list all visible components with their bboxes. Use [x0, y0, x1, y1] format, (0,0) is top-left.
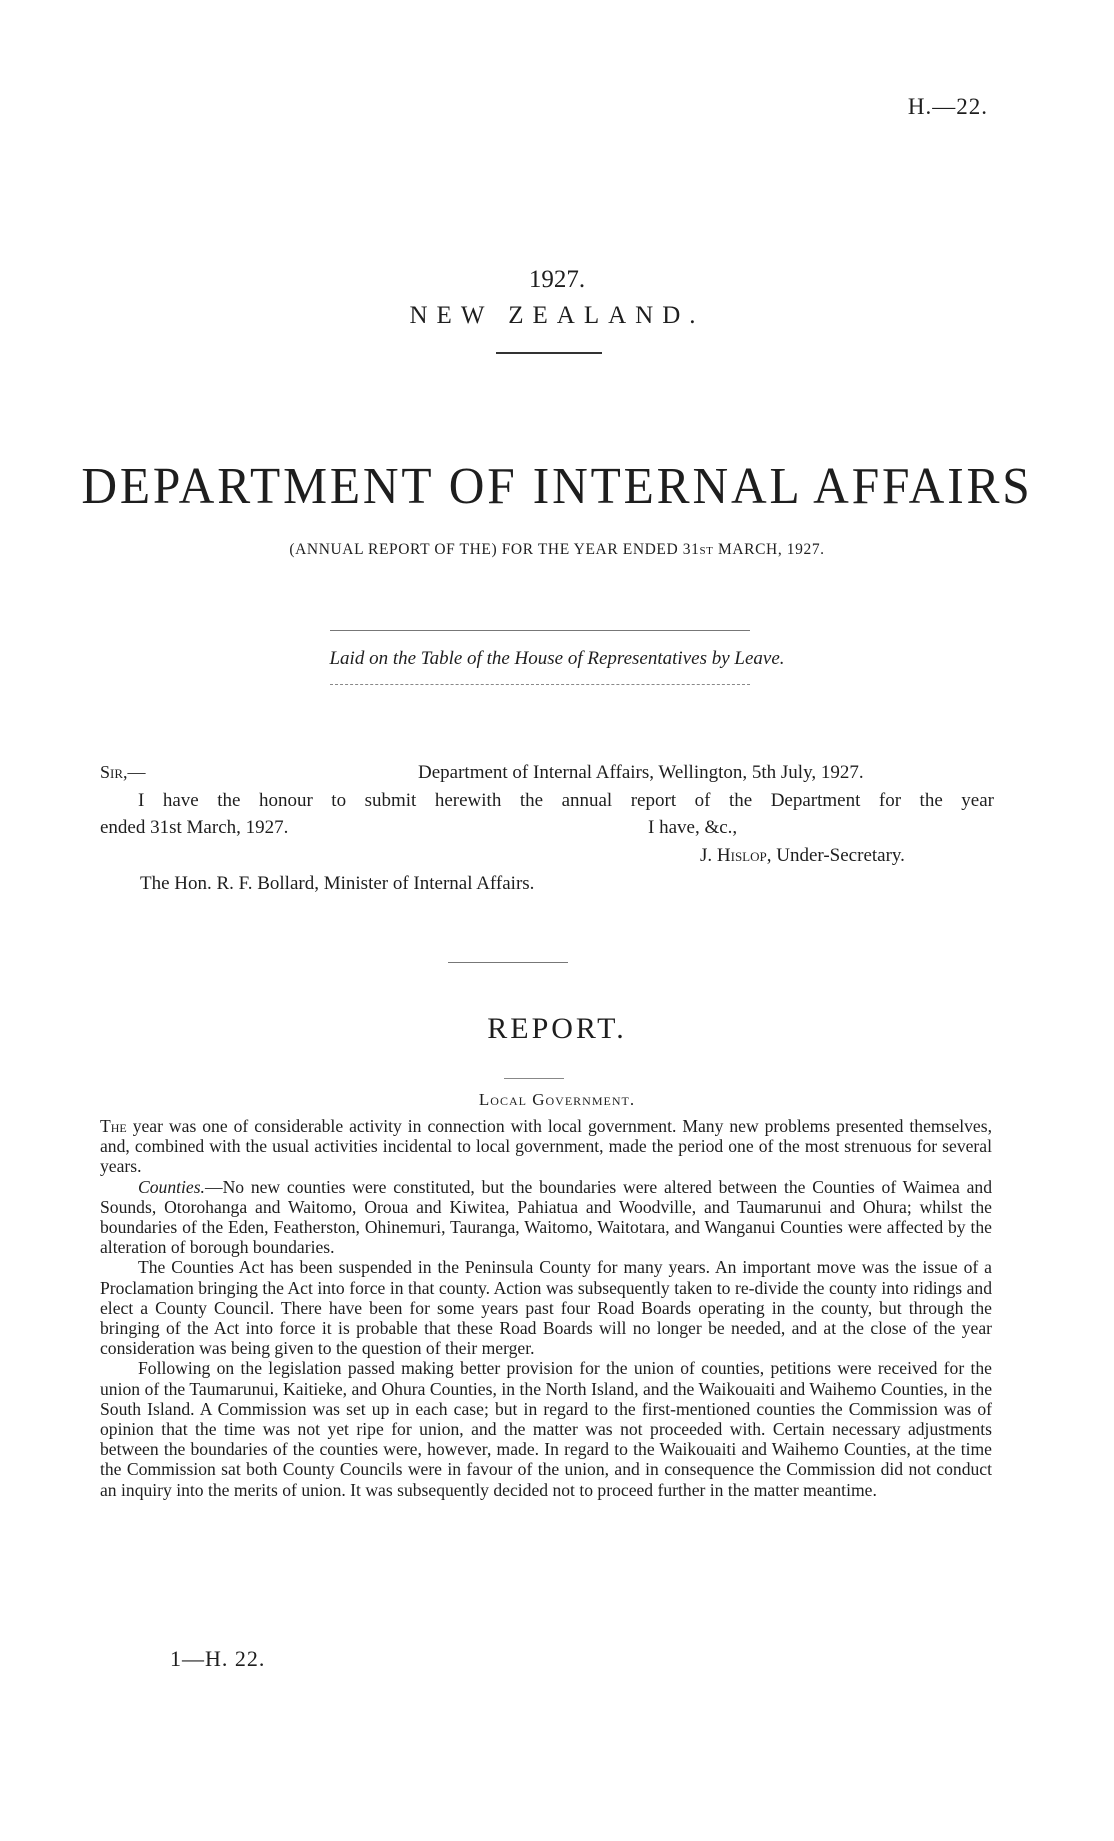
divider-line [504, 1078, 564, 1079]
letter-signature: J. Hislop, Under-Secretary. [700, 845, 905, 866]
paragraph-union: Following on the legislation passed making better provision for the union of counties, petitions were received for the union of the Taumarunui, Kaitieke, and Ohura Counties, in the North Island, and the Waikouaiti and Waihemo Counties, in the South Island. A Commission was set up in each case; but in regard to the first-mentioned counties the Commission was of opinion that the time was not yet ripe for union, and the matter was not proceeded with. Certain necessary adjustments between the boundaries of the counties were, however, made. In regard to the Waikouaiti and Waihemo Counties, at the time the Commission sat both County Councils were in favour of the union, and in consequence the Commission did not conduct an inquiry into the merits of union. It was subsequently decided not to proceed further in the matter meantime. [100, 1358, 992, 1500]
letter-salutation: Sir,— [100, 762, 146, 782]
subtitle-end: MARCH, 1927. [713, 541, 825, 558]
letter-addressee: The Hon. R. F. Bollard, Minister of Internal Affairs. [140, 873, 535, 894]
paragraph-intro: The year was one of considerable activity in connection with local government. Many new problems presented themselves, and, combined with the usual activities incidental to local government, made the period one of the most strenuous for several years. [100, 1116, 992, 1177]
publication-year: 1927. [528, 266, 586, 293]
report-heading: REPORT. [487, 1012, 627, 1045]
letter-address: Department of Internal Affairs, Wellington, 5th July, 1927. [418, 762, 864, 783]
divider-line [330, 684, 750, 685]
country-name: NEW ZEALAND. [409, 302, 705, 329]
subtitle-main: (ANNUAL REPORT OF THE) FOR THE YEAR ENDED 31 [289, 541, 700, 558]
divider-line [448, 962, 568, 963]
laid-on-table-note: Laid on the Table of the House of Representatives by Leave. [329, 648, 785, 669]
section-heading: Local Government. [478, 1090, 636, 1109]
report-subtitle [0, 541, 1114, 559]
divider-line [330, 630, 750, 631]
letter-closing: I have, &c., [648, 817, 738, 838]
letter-body-line2: ended 31st March, 1927. [100, 817, 289, 838]
subtitle-superscript: ST [699, 545, 714, 557]
department-title: DEPARTMENT OF INTERNAL AFFAIRS [81, 458, 1033, 515]
paragraph-counties-act: The Counties Act has been suspended in the Peninsula County for many years. An important move was the issue of a Proclamation bringing the Act into force in that county. Action was subsequently taken to re-divide the county into ridings and elect a County Council. There have been for some years past four Road Boards operating in the county, but through the bringing of the Act into force it is probable that these Road Boards will no longer be needed, and at the close of the year consideration was being given to the question of their merger. [100, 1257, 992, 1359]
divider-line [496, 352, 602, 354]
page-reference: H.—22. [907, 94, 988, 119]
letter-body-line1: I have the honour to submit herewith the annual report of the Department for the year [138, 790, 994, 811]
sheet-signature-mark: 1—H. 22. [170, 1646, 266, 1671]
paragraph-counties: Counties.—No new counties were constituted, but the boundaries were altered between the Counties of Waimea and Sounds, Otorohanga and Waitomo, Oroua and Kiwitea, Pahiatua and Woodville, and Taumarunui and Ohura; whilst the boundaries of the Eden, Featherston, Ohinemuri, Tauranga, Waitomo, Waitotara, and Wanganui Counties were affected by the alteration of borough boundaries. [100, 1176, 992, 1258]
report-body [100, 1116, 992, 1500]
